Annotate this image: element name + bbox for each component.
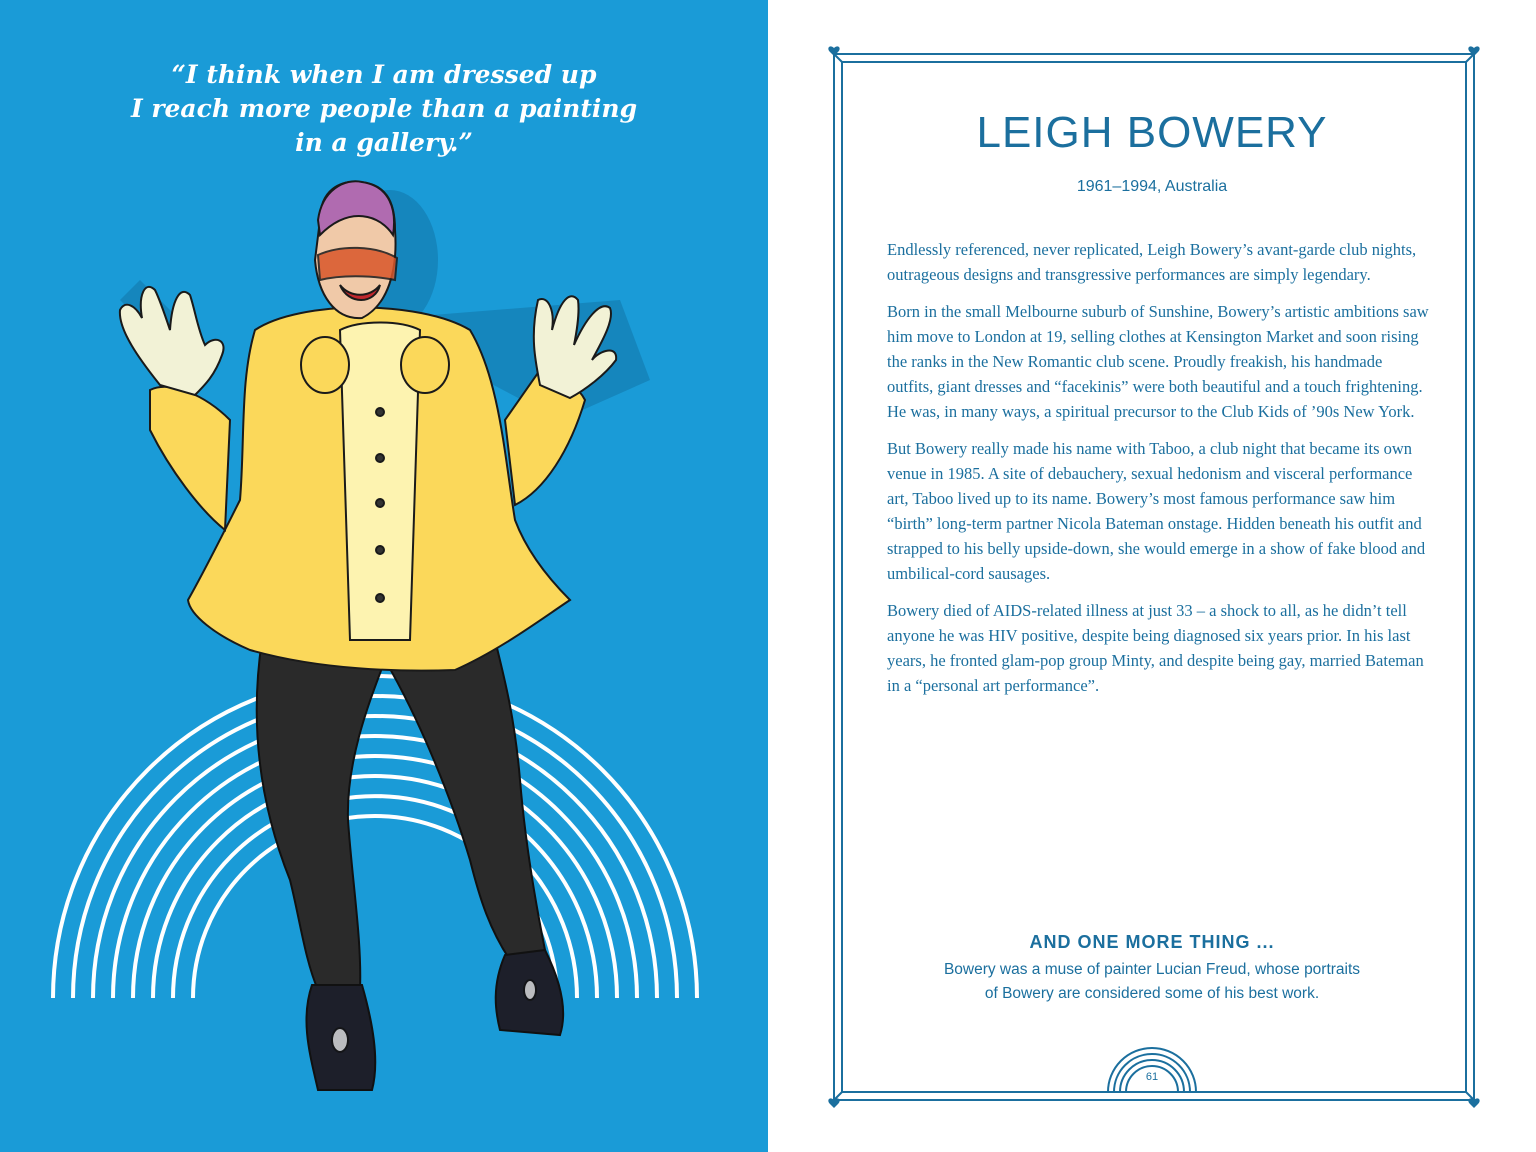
more-heading: AND ONE MORE THING ... <box>1029 932 1275 952</box>
rainbow-arcs <box>53 676 697 998</box>
page-number: 61 <box>1145 1071 1159 1083</box>
quote-line-2: I reach more people than a painting <box>130 94 638 123</box>
quote-line-3: in a gallery.” <box>295 128 473 157</box>
more-text <box>902 958 1402 1006</box>
biography-text <box>887 237 1432 710</box>
more-text-line-1: Bowery was a muse of painter Lucian Freud, whose portraits <box>943 961 1361 978</box>
right-page <box>768 0 1536 1152</box>
quote <box>84 58 684 160</box>
page-title: LEIGH BOWERY <box>976 108 1328 157</box>
paragraph: Endlessly referenced, never replicated, Leigh Bowery’s avant-garde club nights, outrageous designs and transgressive performances are simply legendary. <box>887 240 1417 284</box>
legs <box>257 640 545 990</box>
dates-subtitle: 1961–1994, Australia <box>1076 178 1228 195</box>
quote-line-1: “I think when I am dressed up <box>171 60 597 89</box>
paragraph: But Bowery really made his name with Taboo, a club night that became its own venue in 1985. A site of debauchery, sexual hedonism and visceral performance art, Taboo lived up to its name. Bowery’s most famous performance saw him “birth” long-term partner Nicola Bateman onstage. Hidden beneath his outfit and strapped to his belly upside-down, she would emerge in a show of fake blood and umbilical-cord sausages. <box>887 439 1426 583</box>
page-number-rainbow <box>1108 1048 1196 1092</box>
paragraph: Born in the small Melbourne suburb of Sunshine, Bowery’s artistic ambitions saw him move to London at 19, selling clothes at Kensington Market and soon rising the ranks in the New Romantic club scene. Proudly freakish, his handmade outfits, giant dresses and “facekinis” were both beautiful and a touch frightening. He was, in many ways, a spiritual precursor to the Club Kids of ’90s New York. <box>887 302 1429 421</box>
more-text-line-2: of Bowery are considered some of his best work. <box>984 985 1320 1002</box>
paragraph: Bowery died of AIDS-related illness at just 33 – a shock to all, as he didn’t tell anyone he was HIV positive, despite being diagnosed six years prior. In his last years, he fronted glam-pop group Minty, and despite being gay, married Bateman in a “personal art performance”. <box>887 601 1424 695</box>
